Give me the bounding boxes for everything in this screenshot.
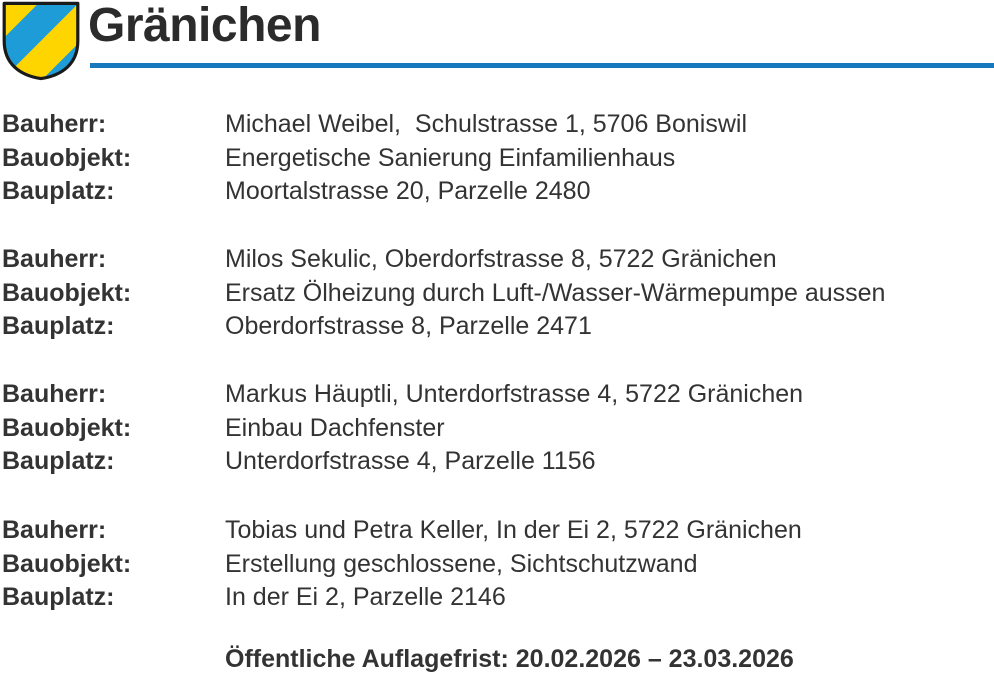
bauobjekt-row <box>0 142 994 176</box>
building-application-4 <box>0 514 994 615</box>
bauherr-row <box>0 378 994 412</box>
bauplatz-value: Oberdorfstrasse 8, Parzelle 2471 <box>225 312 592 341</box>
bauobjekt-value: Einbau Dachfenster <box>225 413 445 442</box>
bauherr-row <box>0 108 994 142</box>
bauobjekt-label: Bauobjekt: <box>2 143 132 172</box>
bauplatz-label: Bauplatz: <box>2 447 115 476</box>
municipality-title: Gränichen <box>88 0 321 52</box>
bauobjekt-label: Bauobjekt: <box>2 549 132 578</box>
bauobjekt-value: Energetische Sanierung Einfamilienhaus <box>225 143 676 172</box>
bauherr-label: Bauherr: <box>2 380 107 408</box>
bauobjekt-row <box>0 277 994 311</box>
bauherr-value: Michael Weibel, Schulstrasse 1, 5706 Boniswil <box>225 110 748 138</box>
bauplatz-row <box>0 445 994 479</box>
bauplatz-row <box>0 581 994 615</box>
bauobjekt-label: Bauobjekt: <box>2 278 132 307</box>
bauherr-label: Bauherr: <box>2 516 107 544</box>
bauplatz-row <box>0 175 994 209</box>
bauobjekt-value: Erstellung geschlossene, Sichtschutzwand <box>225 549 698 578</box>
header-rule-bar <box>90 63 994 68</box>
bauherr-row <box>0 514 994 548</box>
bauherr-label: Bauherr: <box>2 245 107 273</box>
bauherr-label: Bauherr: <box>2 110 107 138</box>
shield-shape <box>4 3 78 78</box>
auflagefrist-text: Öffentliche Auflagefrist: 20.02.2026 – 23.03.2026 <box>225 645 794 673</box>
building-application-2 <box>0 243 994 344</box>
bauherr-row <box>0 243 994 277</box>
bauplatz-label: Bauplatz: <box>2 177 115 206</box>
header-rule <box>90 63 994 68</box>
building-application-3 <box>0 378 994 479</box>
bauplatz-value: In der Ei 2, Parzelle 2146 <box>225 583 506 612</box>
bauherr-value: Milos Sekulic, Oberdorfstrasse 8, 5722 Gränichen <box>225 245 777 273</box>
bauplatz-row <box>0 310 994 344</box>
bauplatz-value: Unterdorfstrasse 4, Parzelle 1156 <box>225 447 596 476</box>
bauobjekt-value: Ersatz Ölheizung durch Luft-/Wasser-Wärmepumpe aussen <box>225 278 886 307</box>
bauplatz-label: Bauplatz: <box>2 312 115 341</box>
bauobjekt-row <box>0 412 994 446</box>
bauherr-value: Markus Häuptli, Unterdorfstrasse 4, 5722 Gränichen <box>225 380 804 408</box>
building-application-1 <box>0 108 994 209</box>
bauplatz-value: Moortalstrasse 20, Parzelle 2480 <box>225 177 591 206</box>
bauherr-value: Tobias und Petra Keller, In der Ei 2, 5722 Gränichen <box>225 516 802 544</box>
graenichen-coat-of-arms-icon <box>1 1 81 81</box>
bauobjekt-label: Bauobjekt: <box>2 413 132 442</box>
bauplatz-label: Bauplatz: <box>2 583 115 612</box>
bauobjekt-row <box>0 548 994 582</box>
